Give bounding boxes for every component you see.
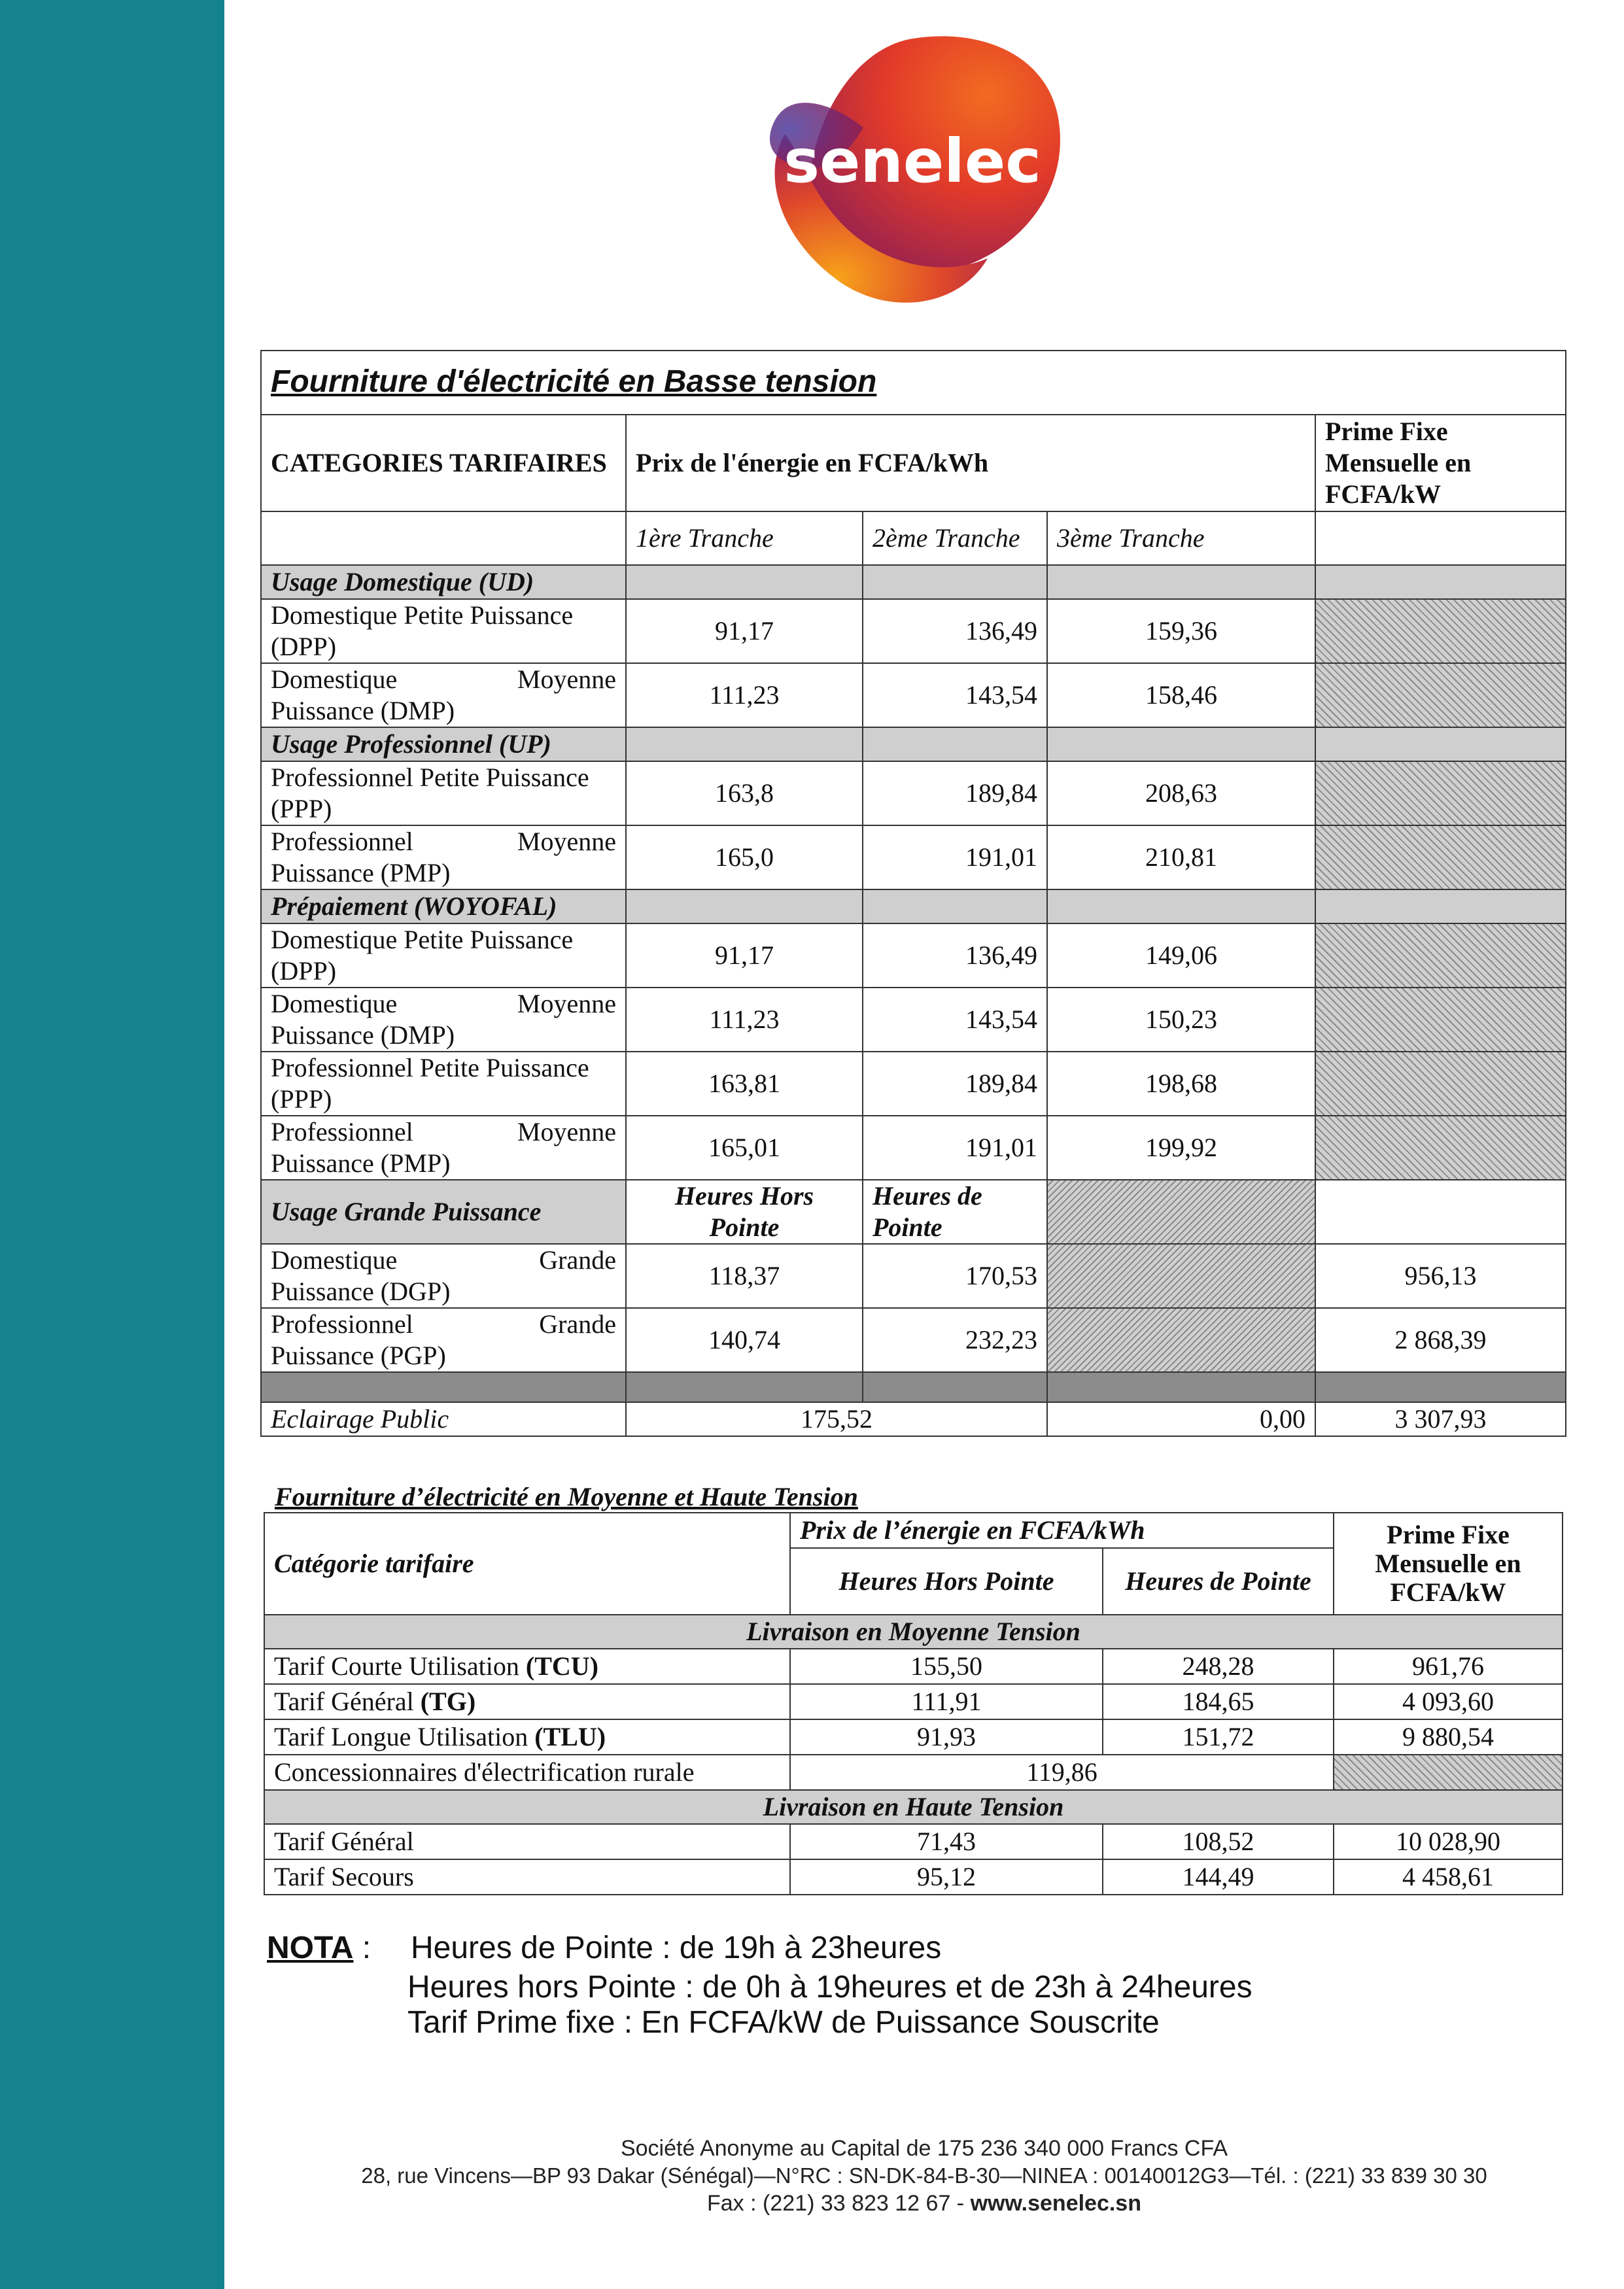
row-label: Professionnel Moyenne Puissance (PMP) bbox=[261, 825, 626, 889]
mht-table bbox=[264, 1512, 1563, 1895]
row-label: Domestique Moyenne Puissance (DMP) bbox=[261, 663, 626, 727]
row-label: Professionnel Petite Puissance (PPP) bbox=[261, 761, 626, 825]
hp-value: 144,49 bbox=[1103, 1859, 1334, 1895]
header-categories: CATEGORIES TARIFAIRES bbox=[261, 415, 626, 511]
hatched-cell bbox=[1315, 663, 1566, 727]
header-tranche-2: 2ème Tranche bbox=[863, 511, 1047, 565]
header-prime-fixe: Prime Fixe Mensuelle en FCFA/kW bbox=[1315, 415, 1566, 511]
hatched-cell bbox=[1315, 599, 1566, 663]
row-label: Tarif Général bbox=[264, 1824, 790, 1859]
footer-contact: Fax : (221) 33 823 12 67 - www.senelec.sn bbox=[707, 2191, 1141, 2216]
tranche-3-value: 208,63 bbox=[1047, 761, 1315, 825]
tranche-3-value: 210,81 bbox=[1047, 825, 1315, 889]
tranche-2-value: 143,54 bbox=[863, 663, 1047, 727]
tranche-1-value: 165,01 bbox=[626, 1116, 863, 1180]
hatched-cell bbox=[1315, 1116, 1566, 1180]
section-usage-professionnel: Usage Professionnel (UP) bbox=[261, 727, 626, 761]
prime-fixe-value: 961,76 bbox=[1334, 1649, 1563, 1684]
tranche-1-value: 91,17 bbox=[626, 923, 863, 988]
hatched-cell bbox=[1315, 825, 1566, 889]
tranche-2-value: 136,49 bbox=[863, 923, 1047, 988]
hhp-value: 111,91 bbox=[790, 1684, 1103, 1719]
hhp-value: 140,74 bbox=[626, 1308, 863, 1372]
tranche-3-value: 149,06 bbox=[1047, 923, 1315, 988]
prime-fixe-value: 4 458,61 bbox=[1334, 1859, 1563, 1895]
left-color-band bbox=[0, 0, 224, 2289]
tranche-3-value: 199,92 bbox=[1047, 1116, 1315, 1180]
row-label: Professionnel Moyenne Puissance (PMP) bbox=[261, 1116, 626, 1180]
prime-fixe-value: 2 868,39 bbox=[1315, 1308, 1566, 1372]
row-label: Professionnel Petite Puissance (PPP) bbox=[261, 1052, 626, 1116]
header-tranche-1: 1ère Tranche bbox=[626, 511, 863, 565]
tranche-2-value: 143,54 bbox=[863, 988, 1047, 1052]
mht-title: Fourniture d’électricité en Moyenne et Haute Tension bbox=[275, 1482, 858, 1511]
tranche-3-value: 159,36 bbox=[1047, 599, 1315, 663]
tranche-1-value: 91,17 bbox=[626, 599, 863, 663]
hatched-cell bbox=[1047, 1308, 1315, 1372]
logo-text: senelec bbox=[784, 126, 1041, 196]
hp-value: 184,65 bbox=[1103, 1684, 1334, 1719]
hatched-cell bbox=[1315, 761, 1566, 825]
hp-value: 170,53 bbox=[863, 1244, 1047, 1308]
header-heures-hors-pointe: Heures Hors Pointe bbox=[626, 1180, 863, 1244]
row-label: Domestique Petite Puissance (DPP) bbox=[261, 923, 626, 988]
section-usage-domestique: Usage Domestique (UD) bbox=[261, 565, 626, 599]
tranche-1-value: 111,23 bbox=[626, 988, 863, 1052]
footer-capital: Société Anonyme au Capital de 175 236 340 000 Francs CFA bbox=[620, 2136, 1228, 2161]
row-label: Tarif Courte Utilisation (TCU) bbox=[264, 1649, 790, 1684]
header-blank bbox=[261, 511, 626, 565]
concession-prix-value: 119,86 bbox=[790, 1755, 1334, 1790]
separator-band bbox=[261, 1372, 626, 1402]
header-blank bbox=[1315, 511, 1566, 565]
nota-line-2: Heures hors Pointe : de 0h à 19heures et de 23h à 24heures bbox=[407, 1970, 1253, 2005]
row-label: Tarif Général (TG) bbox=[264, 1684, 790, 1719]
nota-line-3: Tarif Prime fixe : En FCFA/kW de Puissance Souscrite bbox=[407, 2005, 1160, 2040]
tranche-1-value: 163,81 bbox=[626, 1052, 863, 1116]
header-heures-de-pointe: Heures de Pointe bbox=[863, 1180, 1047, 1244]
prime-fixe-value: 10 028,90 bbox=[1334, 1824, 1563, 1859]
hatched-cell bbox=[1334, 1755, 1563, 1790]
basse-tension-table bbox=[260, 350, 1566, 1437]
hatched-cell bbox=[1047, 1180, 1315, 1244]
band-haute-tension: Livraison en Haute Tension bbox=[264, 1790, 1563, 1824]
footer-address: 28, rue Vincens—BP 93 Dakar (Sénégal)—N°RC : SN-DK-84-B-30—NINEA : 00140012G3—Tél. : (221) 33 839 30 30 bbox=[361, 2163, 1487, 2188]
website-link[interactable]: www.senelec.sn bbox=[970, 2191, 1141, 2216]
row-label: Domestique Grande Puissance (DGP) bbox=[261, 1244, 626, 1308]
tranche-1-value: 165,0 bbox=[626, 825, 863, 889]
band-moyenne-tension: Livraison en Moyenne Tension bbox=[264, 1615, 1563, 1649]
row-label: Tarif Longue Utilisation (TLU) bbox=[264, 1719, 790, 1755]
tranche-3-value: 198,68 bbox=[1047, 1052, 1315, 1116]
header-heures-hors-pointe: Heures Hors Pointe bbox=[790, 1548, 1103, 1615]
tranche-2-value: 189,84 bbox=[863, 1052, 1047, 1116]
hhp-value: 91,93 bbox=[790, 1719, 1103, 1755]
tranche-2-value: 136,49 bbox=[863, 599, 1047, 663]
header-prix-energie: Prix de l'énergie en FCFA/kWh bbox=[626, 415, 1315, 511]
prime-fixe-value: 4 093,60 bbox=[1334, 1684, 1563, 1719]
nota-line-1: Heures de Pointe : de 19h à 23heures bbox=[411, 1931, 942, 1965]
blank-cell bbox=[1315, 1180, 1566, 1244]
row-label: Domestique Petite Puissance (DPP) bbox=[261, 599, 626, 663]
senelec-logo bbox=[746, 29, 1073, 311]
tranche-1-value: 111,23 bbox=[626, 663, 863, 727]
header-prix-energie: Prix de l’énergie en FCFA/kWh bbox=[790, 1513, 1334, 1548]
header-prime-fixe: Prime Fixe Mensuelle en FCFA/kW bbox=[1334, 1513, 1563, 1615]
hatched-cell bbox=[1047, 1244, 1315, 1308]
tranche-3-value: 158,46 bbox=[1047, 663, 1315, 727]
prime-fixe-value: 9 880,54 bbox=[1334, 1719, 1563, 1755]
hhp-value: 95,12 bbox=[790, 1859, 1103, 1895]
hhp-value: 71,43 bbox=[790, 1824, 1103, 1859]
hatched-cell bbox=[1315, 988, 1566, 1052]
tranche-2-value: 191,01 bbox=[863, 1116, 1047, 1180]
basse-tension-title: Fourniture d'électricité en Basse tension bbox=[261, 351, 1566, 415]
header-heures-de-pointe: Heures de Pointe bbox=[1103, 1548, 1334, 1615]
tranche-3-value: 150,23 bbox=[1047, 988, 1315, 1052]
hp-value: 232,23 bbox=[863, 1308, 1047, 1372]
eclairage-public-label: Eclairage Public bbox=[261, 1402, 626, 1436]
tranche-1-value: 163,8 bbox=[626, 761, 863, 825]
prime-fixe-value: 956,13 bbox=[1315, 1244, 1566, 1308]
hp-value: 108,52 bbox=[1103, 1824, 1334, 1859]
header-categorie-tarifaire: Catégorie tarifaire bbox=[264, 1513, 790, 1615]
section-prepaiement: Prépaiement (WOYOFAL) bbox=[261, 889, 626, 923]
row-label: Professionnel Grande Puissance (PGP) bbox=[261, 1308, 626, 1372]
hp-value: 151,72 bbox=[1103, 1719, 1334, 1755]
row-label: Domestique Moyenne Puissance (DMP) bbox=[261, 988, 626, 1052]
hp-value: 248,28 bbox=[1103, 1649, 1334, 1684]
eclairage-other-value: 0,00 bbox=[1047, 1402, 1315, 1436]
row-label: Tarif Secours bbox=[264, 1859, 790, 1895]
header-tranche-3: 3ème Tranche bbox=[1047, 511, 1315, 565]
hhp-value: 155,50 bbox=[790, 1649, 1103, 1684]
eclairage-prix-value: 175,52 bbox=[626, 1402, 1047, 1436]
hatched-cell bbox=[1315, 1052, 1566, 1116]
hhp-value: 118,37 bbox=[626, 1244, 863, 1308]
hatched-cell bbox=[1315, 923, 1566, 988]
row-label: Concessionnaires d'électrification rurale bbox=[264, 1755, 790, 1790]
eclairage-prime-value: 3 307,93 bbox=[1315, 1402, 1566, 1436]
section-grande-puissance: Usage Grande Puissance bbox=[261, 1180, 626, 1244]
tranche-2-value: 191,01 bbox=[863, 825, 1047, 889]
nota-label: NOTA bbox=[267, 1931, 354, 1965]
tranche-2-value: 189,84 bbox=[863, 761, 1047, 825]
